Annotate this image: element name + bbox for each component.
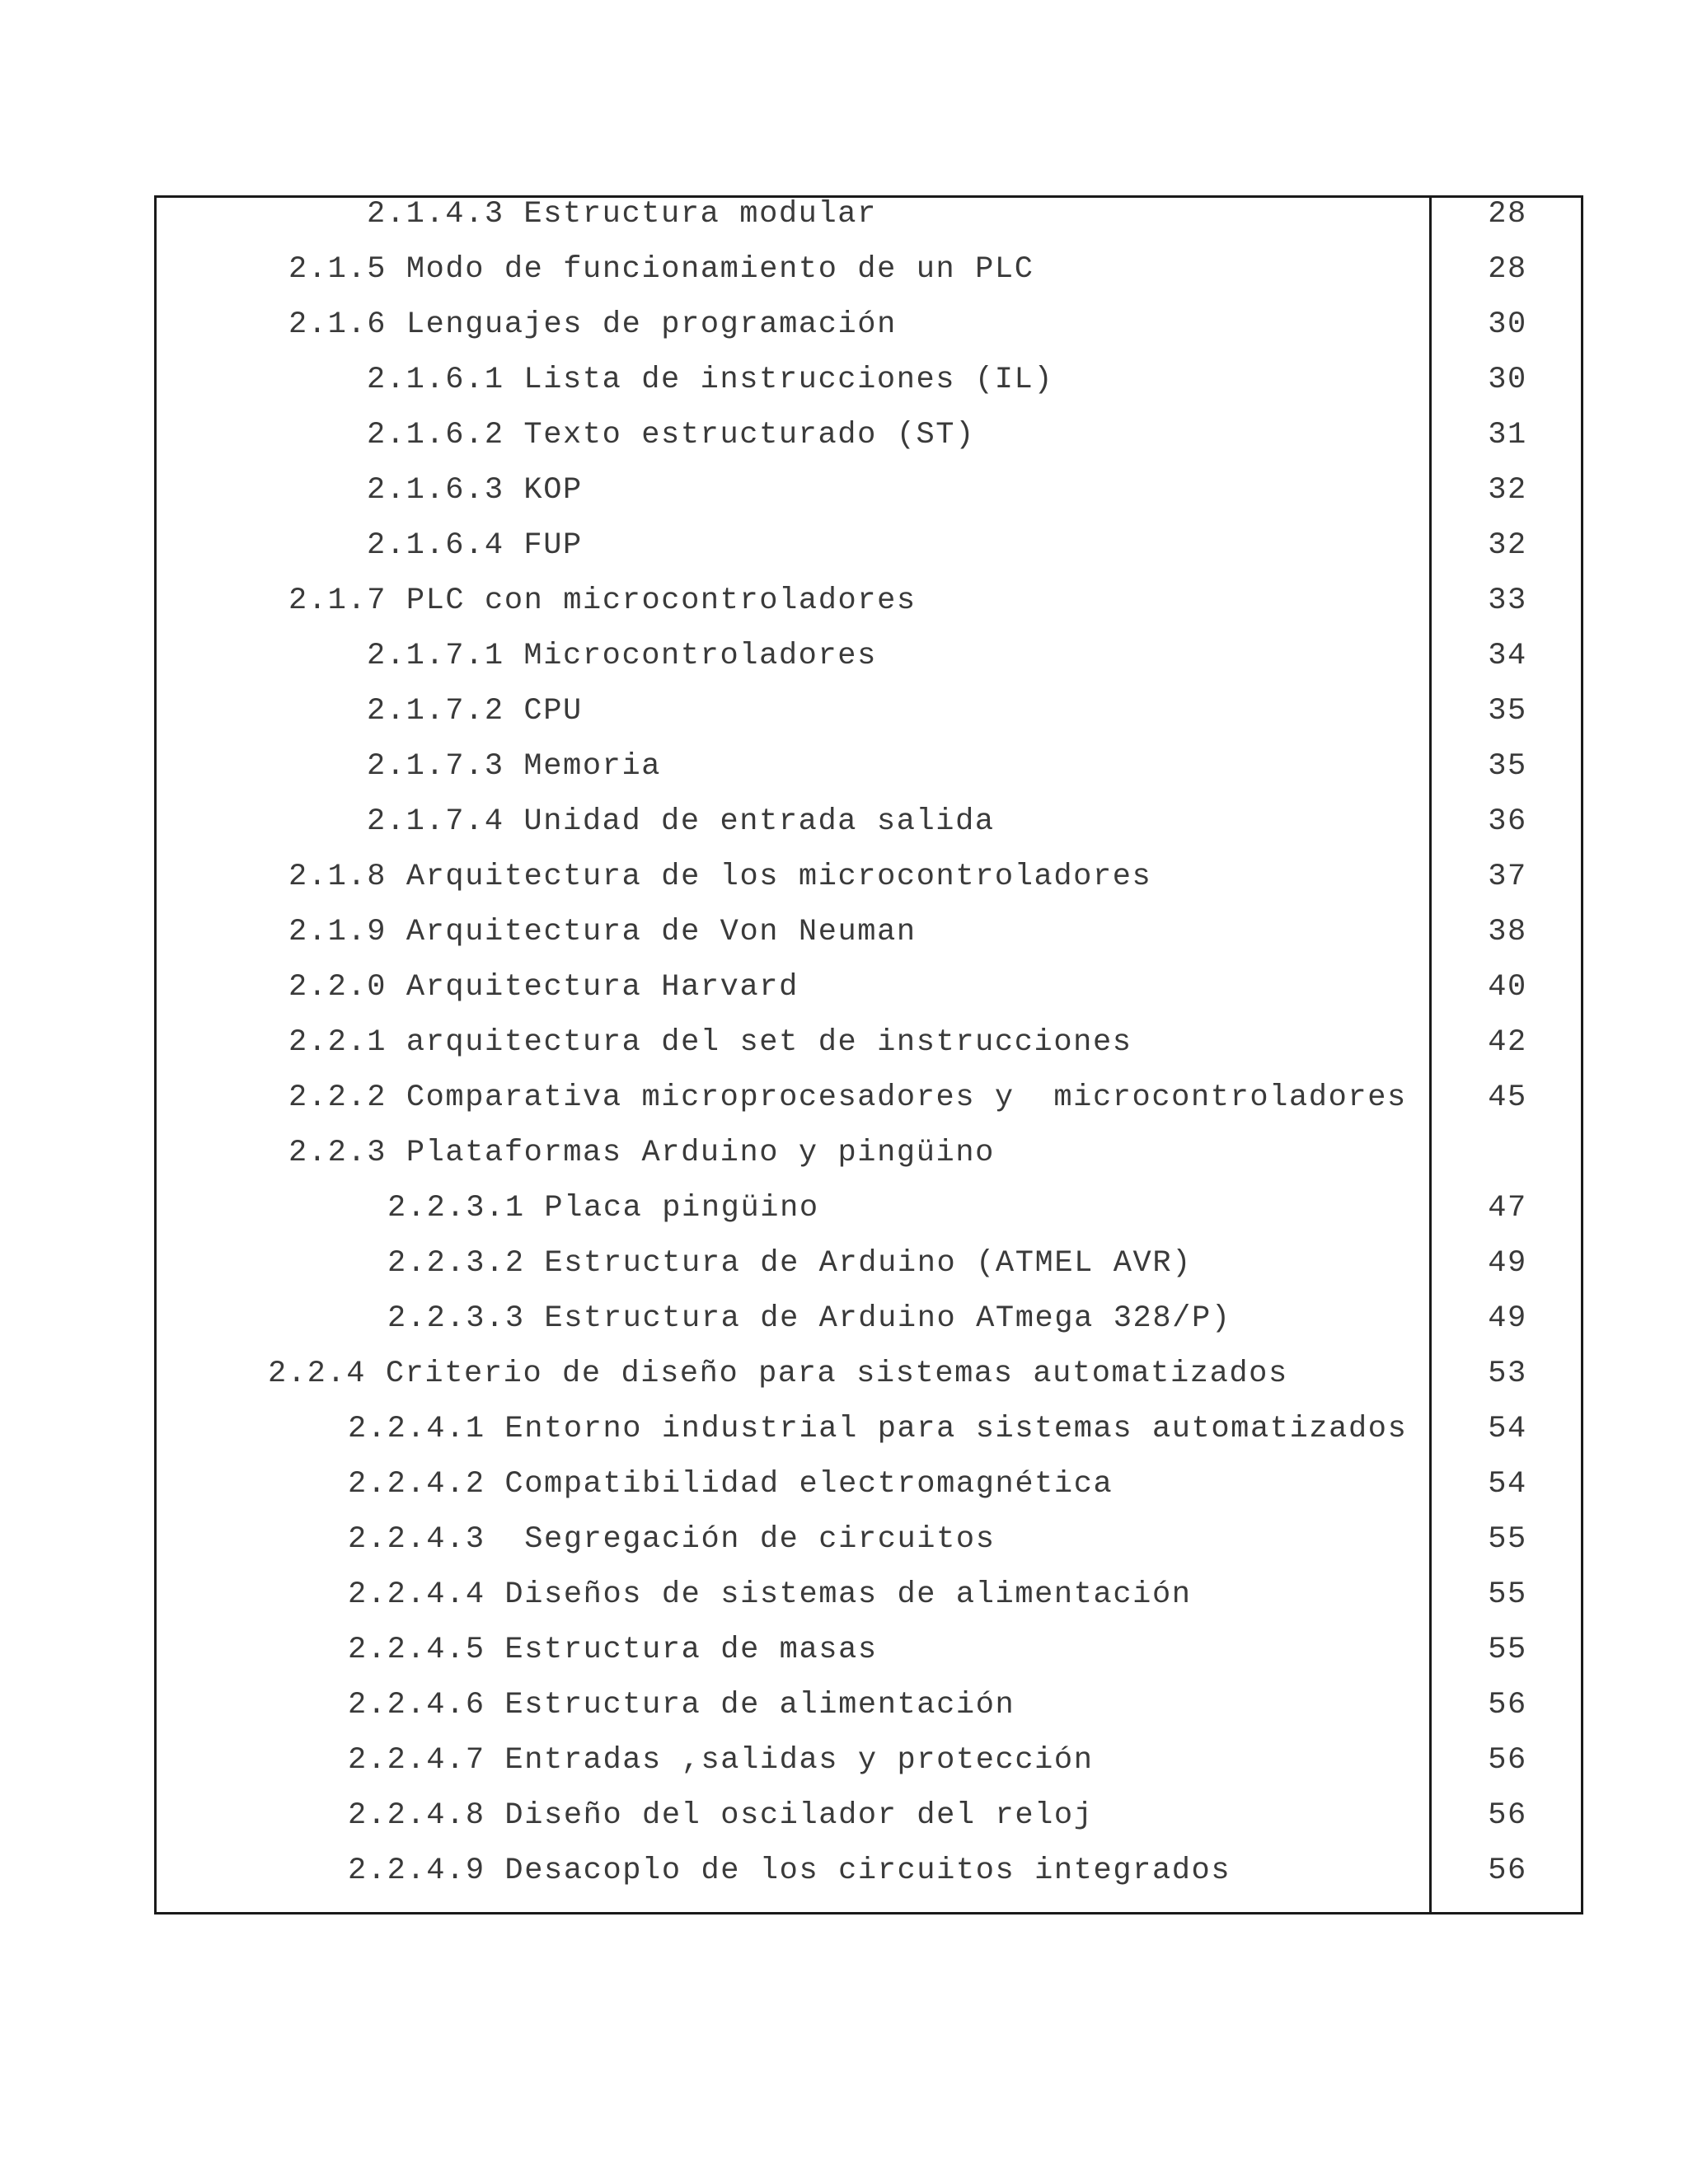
- toc-row: [157, 474, 1581, 529]
- toc-row: [157, 1081, 1581, 1137]
- toc-entry-page: 56: [1488, 1743, 1527, 1778]
- toc-entry-page: 34: [1488, 639, 1527, 673]
- toc-entry-page: 31: [1488, 418, 1527, 452]
- toc-row: [157, 584, 1581, 640]
- toc-row: [157, 860, 1581, 916]
- toc-entry-title: 2.2.4.1 Entorno industrial para sistemas automatizados: [348, 1412, 1408, 1446]
- toc-entry-page: 54: [1488, 1467, 1527, 1502]
- toc-entry-title: 2.2.4.4 Diseños de sistemas de alimentación: [348, 1577, 1192, 1612]
- toc-entry-page: 55: [1488, 1522, 1527, 1557]
- toc-entry-title: 2.2.3.3 Estructura de Arduino ATmega 328/P): [387, 1301, 1231, 1336]
- toc-row: [157, 1247, 1581, 1302]
- toc-row: [157, 1633, 1581, 1689]
- toc-entry-page: 36: [1488, 804, 1527, 839]
- toc-entry-title: 2.2.4.7 Entradas ,salidas y protección: [348, 1743, 1094, 1778]
- toc-entry-title: 2.2.0 Arquitectura Harvard: [288, 970, 799, 1005]
- toc-entry-page: 55: [1488, 1633, 1527, 1667]
- toc-row: [157, 1689, 1581, 1744]
- toc-entry-page: 56: [1488, 1688, 1527, 1722]
- toc-row: [157, 1302, 1581, 1357]
- toc-row: [157, 363, 1581, 419]
- toc-entry-title: 2.1.4.3 Estructura modular: [367, 197, 877, 232]
- toc-entry-title: 2.2.4.5 Estructura de masas: [348, 1633, 878, 1667]
- toc-row: [157, 1468, 1581, 1523]
- toc-entry-page: 35: [1488, 694, 1527, 729]
- toc-row: [157, 916, 1581, 971]
- toc-entry-page: 28: [1488, 197, 1527, 232]
- toc-entry-title: 2.2.1 arquitectura del set de instrucciones: [288, 1025, 1132, 1060]
- toc-entry-title: 2.2.4.3 Segregación de circuitos: [348, 1522, 996, 1557]
- toc-row: [157, 1578, 1581, 1633]
- toc-entry-page: 28: [1488, 252, 1527, 287]
- toc-entry-page: 35: [1488, 749, 1527, 784]
- toc-row: [157, 419, 1581, 474]
- toc-row: [157, 1137, 1581, 1192]
- toc-entry-page: 47: [1488, 1191, 1527, 1226]
- toc-row: [157, 805, 1581, 860]
- toc-row: [157, 1523, 1581, 1578]
- toc-row: [157, 695, 1581, 750]
- toc-row: [157, 1744, 1581, 1799]
- toc-row: [157, 1854, 1581, 1910]
- toc-entry-title: 2.1.5 Modo de funcionamiento de un PLC: [288, 252, 1034, 287]
- toc-entry-page: 49: [1488, 1246, 1527, 1281]
- toc-entry-title: 2.1.7.4 Unidad de entrada salida: [367, 804, 995, 839]
- toc-entry-title: 2.2.4.2 Compatibilidad electromagnética: [348, 1467, 1114, 1502]
- toc-entry-title: 2.1.7.2 CPU: [367, 694, 583, 729]
- toc-entry-title: 2.1.7.3 Memoria: [367, 749, 662, 784]
- toc-entry-page: 56: [1488, 1798, 1527, 1833]
- toc-row: [157, 1357, 1581, 1413]
- toc-entry-page: 33: [1488, 583, 1527, 618]
- toc-entry-page: 30: [1488, 307, 1527, 342]
- toc-entry-page: 45: [1488, 1080, 1527, 1115]
- toc-entry-page: 54: [1488, 1412, 1527, 1446]
- toc-entry-title: 2.1.8 Arquitectura de los microcontroladores: [288, 860, 1152, 894]
- toc-table: [154, 195, 1583, 1915]
- toc-row: [157, 971, 1581, 1026]
- toc-entry-title: 2.2.4.9 Desacoplo de los circuitos integrados: [348, 1854, 1231, 1888]
- toc-entry-title: 2.2.3 Plataformas Arduino y pingüino: [288, 1136, 995, 1170]
- toc-row: [157, 529, 1581, 584]
- toc-row: [157, 750, 1581, 805]
- toc-entry-page: 55: [1488, 1577, 1527, 1612]
- toc-entry-title: 2.2.3.2 Estructura de Arduino (ATMEL AVR): [387, 1246, 1192, 1281]
- toc-entry-title: 2.2.4.8 Diseño del oscilador del reloj: [348, 1798, 1094, 1833]
- toc-row: [157, 640, 1581, 695]
- toc-entry-title: 2.2.4.6 Estructura de alimentación: [348, 1688, 1015, 1722]
- toc-entry-page: 40: [1488, 970, 1527, 1005]
- toc-entry-page: 30: [1488, 363, 1527, 397]
- toc-row: [157, 253, 1581, 308]
- toc-entry-page: 56: [1488, 1854, 1527, 1888]
- toc-entry-page: 32: [1488, 528, 1527, 563]
- toc-entry-title: 2.1.7.1 Microcontroladores: [367, 639, 877, 673]
- toc-entry-page: 38: [1488, 915, 1527, 949]
- toc-entry-title: 2.1.7 PLC con microcontroladores: [288, 583, 917, 618]
- toc-entry-page: 53: [1488, 1357, 1527, 1391]
- toc-entry-title: 2.1.6.1 Lista de instrucciones (IL): [367, 363, 1054, 397]
- toc-entry-page: 32: [1488, 473, 1527, 508]
- toc-entry-title: 2.1.6.3 KOP: [367, 473, 583, 508]
- toc-row: [157, 1026, 1581, 1081]
- toc-row: [157, 1799, 1581, 1854]
- toc-entry-page: 42: [1488, 1025, 1527, 1060]
- toc-entry-page: 49: [1488, 1301, 1527, 1336]
- toc-entry-title: 2.2.4 Criterio de diseño para sistemas automatizados: [268, 1357, 1288, 1391]
- toc-entry-title: 2.1.6.4 FUP: [367, 528, 583, 563]
- toc-entry-title: 2.1.6 Lenguajes de programación: [288, 307, 897, 342]
- toc-row: [157, 1192, 1581, 1247]
- toc-row: [157, 198, 1581, 253]
- toc-entry-title: 2.2.3.1 Placa pingüino: [387, 1191, 819, 1226]
- toc-row: [157, 308, 1581, 363]
- toc-entry-title: 2.1.6.2 Texto estructurado (ST): [367, 418, 975, 452]
- toc-entry-title: 2.2.2 Comparativa microprocesadores y microcontroladores: [288, 1080, 1407, 1115]
- toc-row: [157, 1413, 1581, 1468]
- toc-entry-title: 2.1.9 Arquitectura de Von Neuman: [288, 915, 917, 949]
- toc-entry-page: 37: [1488, 860, 1527, 894]
